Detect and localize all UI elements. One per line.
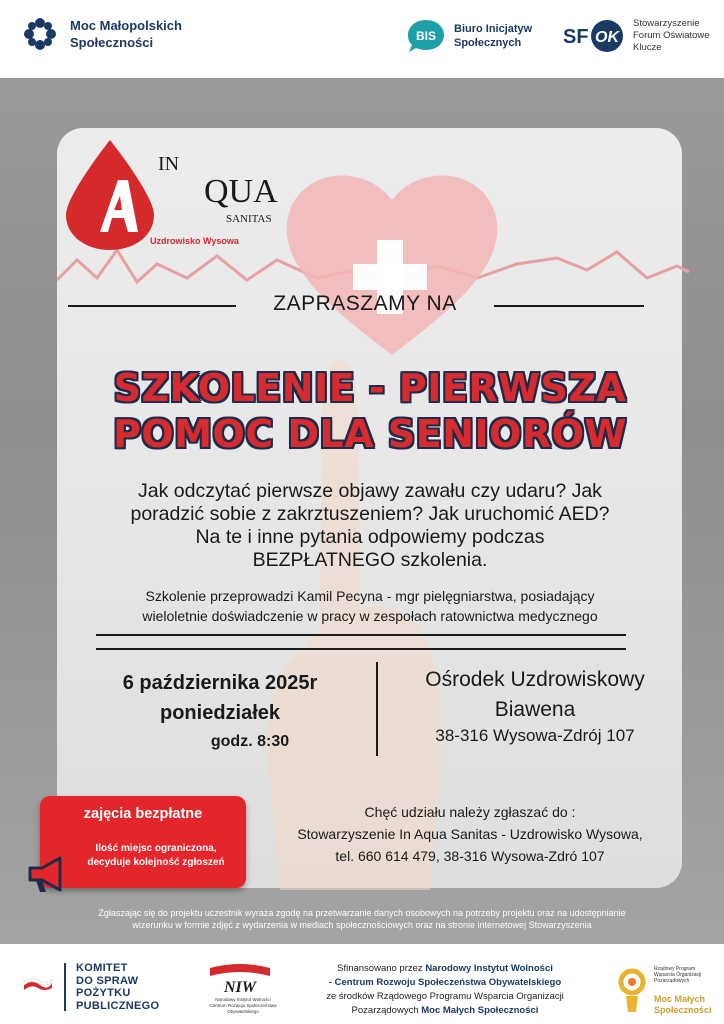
- sfok-line1: Stowarzyszenie: [633, 18, 700, 29]
- logo-subtitle: Uzdrowisko Wysowa: [150, 236, 239, 246]
- title-line1: SZKOLENIE - PIERWSZA: [113, 366, 627, 410]
- sfok-line3: Klucze: [633, 42, 662, 53]
- moc-malych-small-line3: Pozarządowych: [654, 978, 690, 984]
- funded-line4-bold: Moc Małych Społeczności: [421, 1005, 539, 1016]
- sfok-line2: Forum Oświatowe: [633, 30, 710, 41]
- contact-line3: tel. 660 614 479, 38-316 Wysowa-Zdró 107: [335, 848, 605, 864]
- event-separator: [376, 662, 378, 756]
- mms-logo: [22, 16, 182, 52]
- moc-malych-small-line2: Wsparcia Organizacji: [654, 972, 702, 978]
- logo-in: IN: [158, 153, 180, 175]
- trainer-line1: Szkolenie przeprowadzi Kamil Pecyna - mgr pielęgniarstwa, posiadający: [145, 588, 595, 604]
- niw-caption-line2: Centrum Rozwoju Społeczeństwa Obywatelskiego: [209, 1003, 277, 1014]
- moc-malych-program: [654, 966, 701, 984]
- bis-logo: [406, 18, 532, 54]
- komitet-logo: [22, 962, 159, 1012]
- in-aqua-sanitas-logo: [66, 140, 286, 250]
- questions-line4: BEZPŁATNEGO szkolenia.: [252, 549, 488, 571]
- flag-icon: [22, 977, 54, 997]
- title-line2: POMOC DLA SENIORÓW: [113, 412, 627, 456]
- funded-line3: ze środków Rządowego Programu Wsparcia Organizacji: [326, 991, 564, 1002]
- badge-line1: Ilość miejsc ograniczona,: [95, 843, 217, 854]
- questions-line1: Jak odczytać pierwsze objawy zawału czy udaru? Jak: [138, 480, 602, 502]
- consent-line1: Zgłaszając się do projektu uczestnik wyraża zgodę na przetwarzanie danych osobowych na potrzeby projektu oraz na udostępnianie: [98, 908, 626, 918]
- funding-text: [300, 962, 590, 1018]
- logo-aqua: QUA: [204, 173, 278, 210]
- logo-sanitas: SANITAS: [226, 213, 272, 225]
- moc-malych-name: [654, 994, 712, 1016]
- contact-line1: Chęć udziału należy zgłaszać do :: [364, 804, 576, 820]
- funded-niw: Narodowy Instytut Wolności: [425, 963, 553, 974]
- consent-line2: wizerunku w formie zdjęć z wydarzenia w mediach społecznościowych oraz na stronie internetowej Stowarzyszenia: [132, 920, 592, 930]
- drop-icon: [66, 140, 154, 250]
- event-place-line1: Ośrodek Uzdrowiskowy: [425, 668, 645, 691]
- komitet-divider: [64, 963, 66, 1011]
- speech-bubble-icon: [406, 18, 446, 54]
- funded-line4-prefix: Pozarządowych: [351, 1005, 422, 1016]
- moc-malych-name-line1: Moc Małych: [654, 994, 706, 1004]
- contact-line2: Stowarzyszenie In Aqua Sanitas - Uzdrowisko Wysowa,: [297, 826, 643, 842]
- megaphone-icon: [24, 852, 68, 896]
- trainer-line2: wieloletnie doświadczenie w pracy w zespołach ratownictwa medycznego: [142, 608, 598, 624]
- mms-name-line2: Społeczności: [70, 35, 154, 50]
- sfok-logo: [563, 18, 710, 54]
- komitet-line2: DO SPRAW: [76, 974, 139, 987]
- divider-event-top: [96, 634, 626, 636]
- niw-caption: [198, 997, 288, 1015]
- mms-name-line1: Moc Małopolskich: [70, 18, 182, 33]
- questions-text: [70, 480, 670, 572]
- niw-abbrev: NIW: [223, 979, 257, 996]
- bis-line2: Społecznych: [454, 37, 522, 49]
- badge-line2: decyduje kolejność zgłoszeń: [87, 857, 225, 868]
- trainer-text: [60, 586, 680, 626]
- sfok-ok: OK: [595, 29, 619, 46]
- header-bar: [0, 0, 724, 78]
- bis-abbrev: BIS: [415, 29, 437, 43]
- divider-event-bottom: [96, 648, 626, 650]
- badge-text: [66, 842, 246, 870]
- event-address: 38-316 Wysowa-Zdrój 107: [435, 726, 635, 745]
- sfok-mark: [563, 19, 625, 53]
- moc-malych-small-line1: Rządowy Program: [654, 966, 696, 972]
- funded-crso: - Centrum Rozwoju Społeczeństwa Obywatelskiego: [328, 977, 562, 988]
- event-weekday: poniedziałek: [159, 702, 281, 724]
- invite-text: ZAPRASZAMY NA: [273, 292, 457, 315]
- badge-title: zajęcia bezpłatne: [83, 806, 203, 822]
- flower-icon: [22, 16, 58, 52]
- bis-line1: Biuro Inicjatyw: [454, 23, 533, 35]
- event-place-line2: Biawena: [494, 698, 576, 721]
- komitet-line3: POŻYTKU: [76, 987, 131, 999]
- consent-text: [20, 907, 704, 931]
- free-badge: [40, 796, 246, 888]
- event-time: godz. 8:30: [210, 733, 290, 750]
- cross-horizontal: [353, 264, 427, 290]
- komitet-line1: KOMITET: [76, 962, 128, 974]
- funded-prefix: Sfinansowano przez: [337, 963, 426, 974]
- niw-caption-line1: Narodowy Instytut Wolności: [215, 997, 271, 1002]
- questions-line3: Na te i inne pytania odpowiemy podczas: [195, 526, 545, 548]
- event-date: 6 października 2025r: [122, 672, 318, 694]
- divider-left: [68, 305, 236, 307]
- sfok-sf: SF: [563, 26, 589, 48]
- komitet-line4: PUBLICZNEGO: [76, 999, 160, 1012]
- moc-malych-name-line2: Społeczności: [654, 1005, 712, 1015]
- questions-line2: poradzić sobie z zakrztuszeniem? Jak uruchomić AED?: [130, 503, 610, 525]
- divider-right: [494, 305, 644, 307]
